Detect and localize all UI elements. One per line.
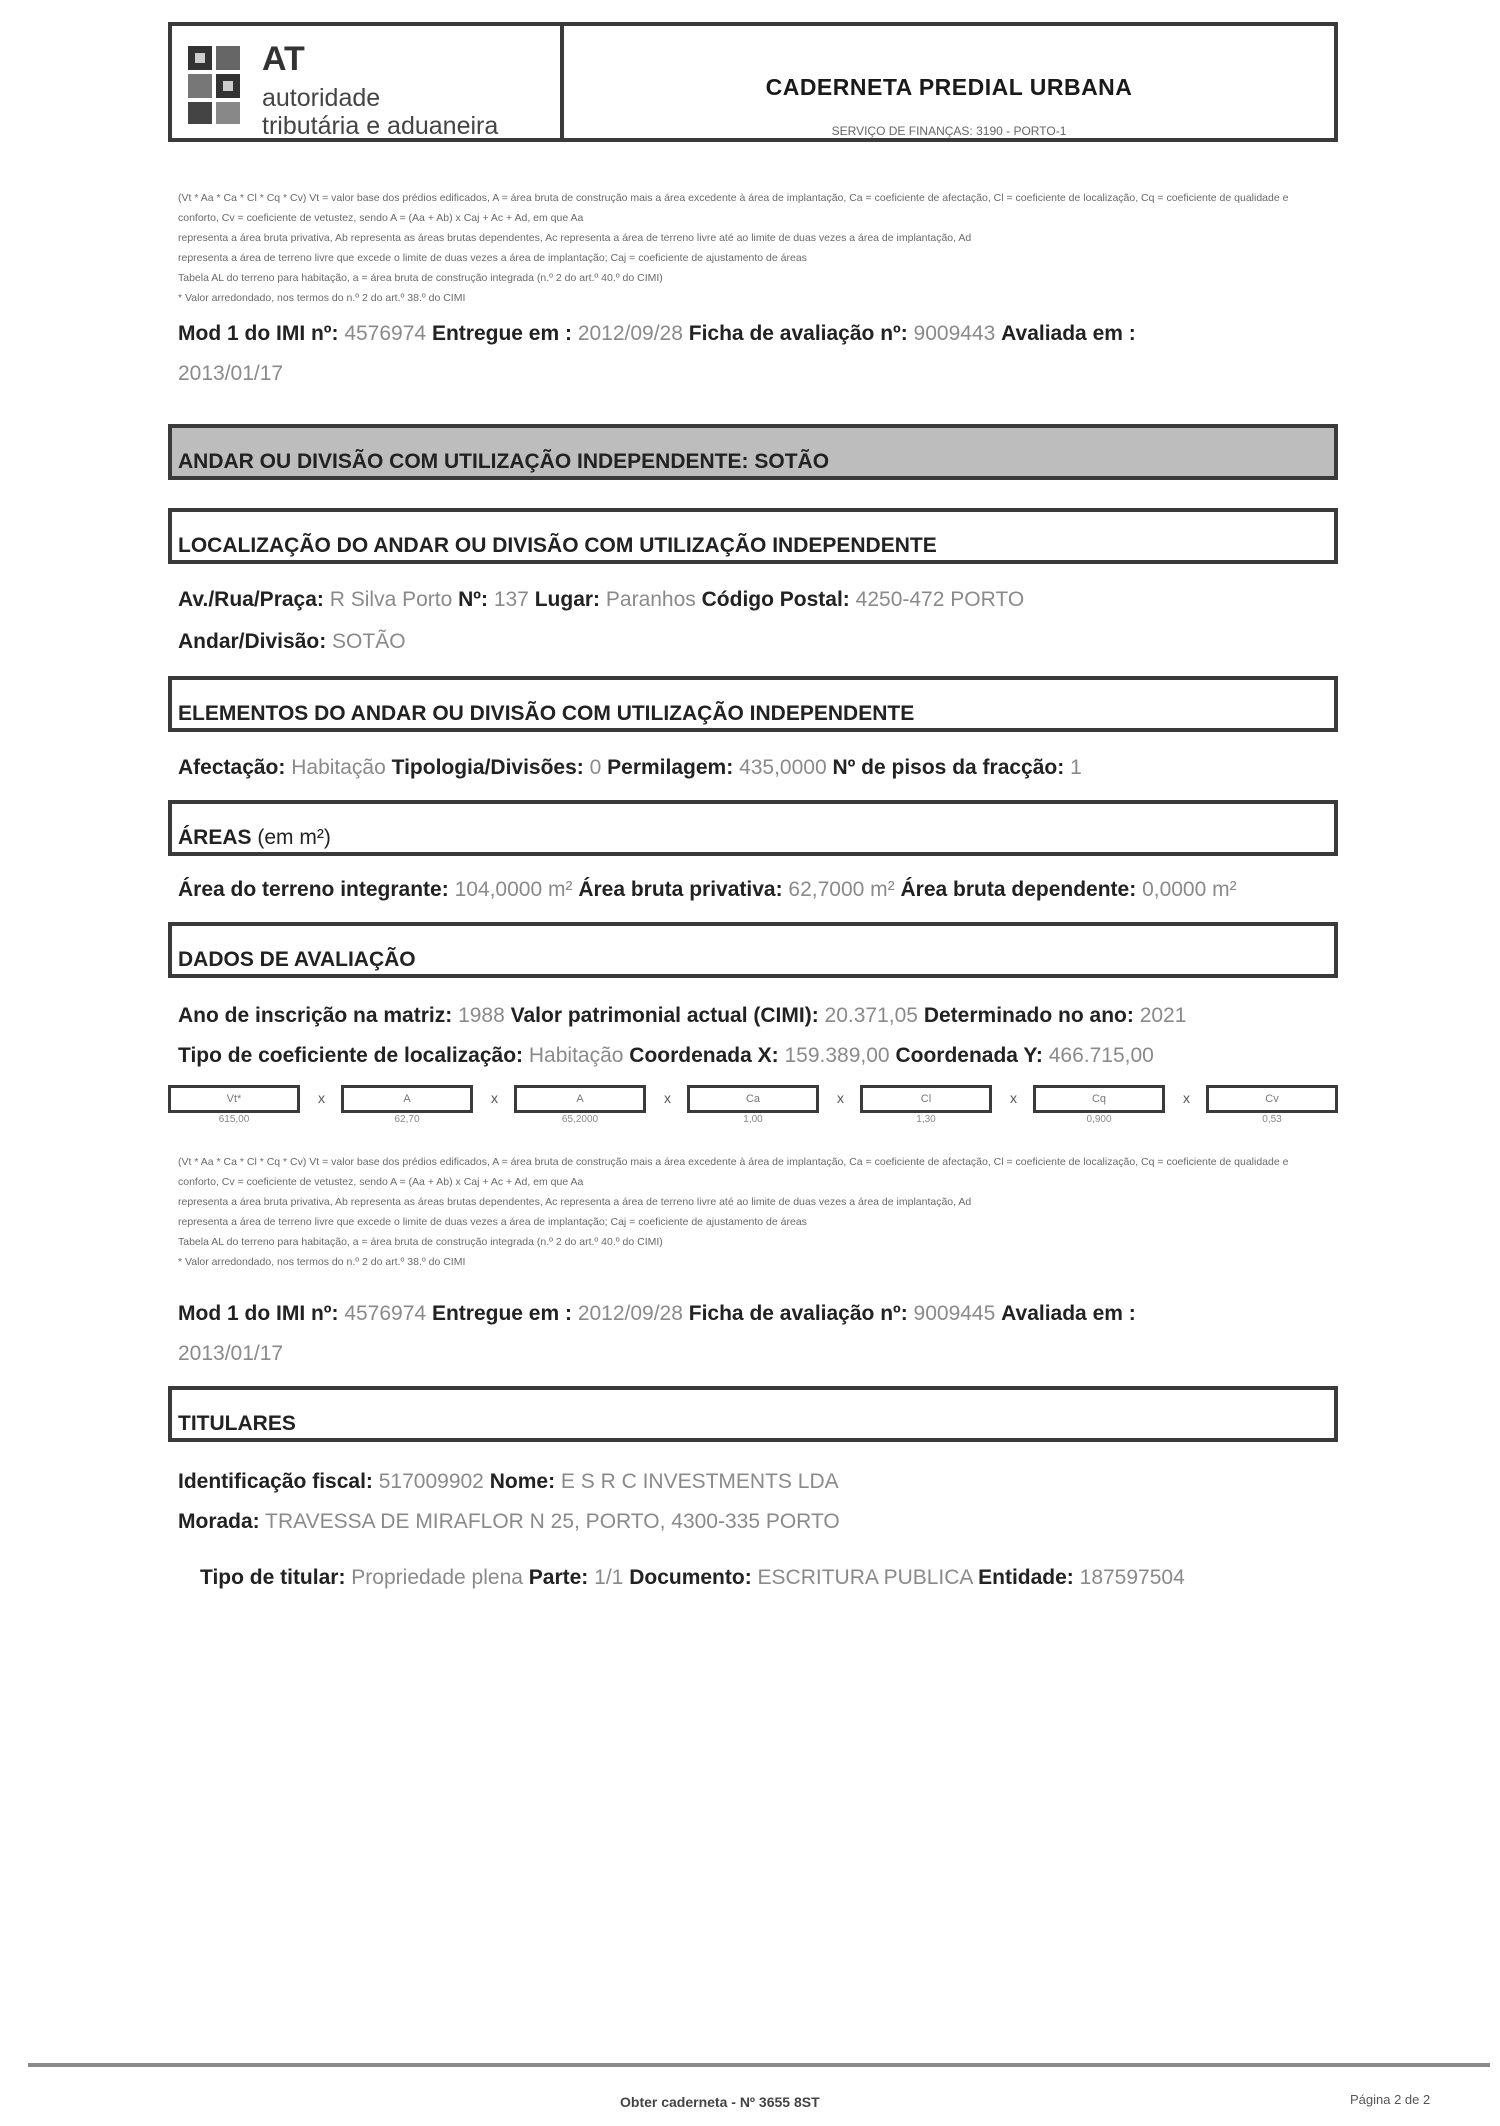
document-header	[168, 22, 1338, 142]
at-logo	[172, 26, 564, 138]
label: Ficha de avaliação nº:	[688, 322, 908, 345]
value: Habitação	[291, 756, 386, 779]
document-subtitle: SERVIÇO DE FINANÇAS: 3190 - PORTO-1	[831, 124, 1067, 138]
label: Documento:	[629, 1566, 752, 1589]
mod1-line-b	[178, 1302, 1136, 1326]
value: 137	[493, 588, 529, 611]
titulares-line-3	[200, 1566, 1185, 1590]
coef-cq	[1033, 1085, 1165, 1125]
titulares-line-2	[178, 1510, 840, 1534]
value: ESCRITURA PUBLICA	[757, 1566, 973, 1589]
label: Área do terreno integrante:	[178, 878, 449, 901]
mod1-line-a	[178, 322, 1136, 346]
label: Ano de inscrição na matriz:	[178, 1004, 453, 1027]
value: 466.715,00	[1048, 1044, 1154, 1067]
coef-operator: x	[1010, 1090, 1017, 1106]
label: Entidade:	[978, 1566, 1074, 1589]
at-emblem-icon	[186, 44, 244, 126]
localizacao-line-2	[178, 630, 406, 654]
coef-value: 615,00	[218, 1114, 250, 1125]
label: Lugar:	[534, 588, 601, 611]
coef-symbol: Ca	[687, 1085, 819, 1113]
label: Ficha de avaliação nº:	[688, 1302, 908, 1325]
label: Mod 1 do IMI nº:	[178, 1302, 339, 1325]
label: Av./Rua/Praça:	[178, 588, 324, 611]
logo-line-2: tributária e aduaneira	[262, 112, 499, 140]
section-titulares: TITULARES	[168, 1386, 1338, 1442]
label: Área bruta dependente:	[900, 878, 1137, 901]
footer-rule	[28, 2063, 1490, 2067]
label: Entregue em :	[431, 322, 572, 345]
titulares-line-1	[178, 1470, 839, 1494]
document-title: CADERNETA PREDIAL URBANA	[765, 74, 1133, 100]
logo-at-text: AT	[262, 40, 305, 78]
note-line: Tabela AL do terreno para habitação, a = área bruta de construção integrada (n.º 2 do art.º 40.º do CIMI)	[178, 1236, 663, 1248]
label: Tipo de titular:	[200, 1566, 346, 1589]
value: 0,0000 m²	[1142, 878, 1237, 901]
value: 1	[1070, 756, 1082, 779]
label: Afectação:	[178, 756, 286, 779]
areas-line	[178, 878, 1237, 902]
note-line: representa a área bruta privativa, Ab representa as áreas brutas dependentes, Ac representa a área de terreno livre até ao limite de duas vezes a área de implantação, Ad	[178, 1196, 972, 1208]
value: 187597504	[1079, 1566, 1185, 1589]
label: Coordenada Y:	[895, 1044, 1043, 1067]
avaliacao-line-2	[178, 1044, 1154, 1068]
value: 9009445	[913, 1302, 996, 1325]
value: Paranhos	[605, 588, 696, 611]
notes-block-2	[178, 1152, 1328, 1272]
coef-operator: x	[1183, 1090, 1190, 1106]
value: 9009443	[913, 322, 996, 345]
label: Identificação fiscal:	[178, 1470, 373, 1493]
label: Parte:	[528, 1566, 589, 1589]
title-box	[564, 26, 1334, 138]
coef-symbol: A	[514, 1085, 646, 1113]
section-elementos: ELEMENTOS DO ANDAR OU DIVISÃO COM UTILIZAÇÃO INDEPENDENTE	[168, 676, 1338, 732]
localizacao-line-1	[178, 588, 1024, 612]
page-number: Página 2 de 2	[1350, 2092, 1431, 2107]
label: Valor patrimonial actual (CIMI):	[510, 1004, 819, 1027]
coef-a2	[514, 1085, 646, 1125]
label: Nome:	[489, 1470, 556, 1493]
section-localizacao: LOCALIZAÇÃO DO ANDAR OU DIVISÃO COM UTILIZAÇÃO INDEPENDENTE	[168, 508, 1338, 564]
section-label: ÁREAS	[178, 826, 252, 849]
value: E S R C INVESTMENTS LDA	[560, 1470, 839, 1493]
label: Entregue em :	[431, 1302, 572, 1325]
value: 2021	[1139, 1004, 1187, 1027]
section-value: SOTÃO	[754, 450, 830, 473]
coef-cl	[860, 1085, 992, 1125]
coef-symbol: Cv	[1206, 1085, 1338, 1113]
coef-cv	[1206, 1085, 1338, 1125]
note-line: * Valor arredondado, nos termos do n.º 2 do art.º 38.º do CIMI	[178, 292, 466, 304]
coef-symbol: Cq	[1033, 1085, 1165, 1113]
label: Tipo de coeficiente de localização:	[178, 1044, 524, 1067]
value: TRAVESSA DE MIRAFLOR N 25, PORTO, 4300-335 PORTO	[265, 1510, 840, 1533]
note-line: representa a área de terreno livre que excede o limite de duas vezes a área de implantação; Caj = coeficiente de ajustamento de áreas	[178, 252, 807, 264]
value: 517009902	[378, 1470, 484, 1493]
coef-operator: x	[837, 1090, 844, 1106]
value: Habitação	[528, 1044, 624, 1067]
value: R Silva Porto	[329, 588, 453, 611]
label: Coordenada X:	[629, 1044, 779, 1067]
value: 1/1	[594, 1566, 624, 1589]
note-line: (Vt * Aa * Ca * Cl * Cq * Cv) Vt = valor base dos prédios edificados, A = área bruta de construção mais a área excedente à área de implantação, Ca = coeficiente de afectação, Cl = coeficiente de localização, Cq = coeficiente de qualidade e conforto, Cv = coeficiente de vetustez, sendo A = (Aa + Ab) x Caj + Ac + Ad, em que Aa	[178, 192, 1289, 224]
label: Determinado no ano:	[923, 1004, 1134, 1027]
value: 1988	[458, 1004, 505, 1027]
coef-a	[341, 1085, 473, 1125]
value: 0	[589, 756, 602, 779]
label: Permilagem:	[607, 756, 734, 779]
note-line: Tabela AL do terreno para habitação, a = área bruta de construção integrada (n.º 2 do art.º 40.º do CIMI)	[178, 272, 663, 284]
coef-symbol: Cl	[860, 1085, 992, 1113]
value: 62,7000 m²	[788, 878, 895, 901]
coef-operator: x	[318, 1090, 325, 1106]
value: Propriedade plena	[351, 1566, 523, 1589]
coef-symbol: A	[341, 1085, 473, 1113]
coef-value: 65,2000	[561, 1114, 599, 1125]
note-line: (Vt * Aa * Ca * Cl * Cq * Cv) Vt = valor base dos prédios edificados, A = área bruta de construção mais a área excedente à área de implantação, Ca = coeficiente de afectação, Cl = coeficiente de localização, Cq = coeficiente de qualidade e conforto, Cv = coeficiente de vetustez, sendo A = (Aa + Ab) x Caj + Ac + Ad, em que Aa	[178, 1156, 1289, 1188]
note-line: representa a área bruta privativa, Ab representa as áreas brutas dependentes, Ac representa a área de terreno livre até ao limite de duas vezes a área de implantação, Ad	[178, 232, 972, 244]
label: Nº de pisos da fracção:	[832, 756, 1065, 779]
value: SOTÃO	[332, 630, 406, 653]
avaliada-date-a	[178, 362, 283, 386]
value: 435,0000	[739, 756, 827, 779]
value: 4576974	[344, 1302, 427, 1325]
coef-vt	[168, 1085, 300, 1125]
note-line: * Valor arredondado, nos termos do n.º 2 do art.º 38.º do CIMI	[178, 1256, 466, 1268]
value: 20.371,05	[824, 1004, 918, 1027]
label: Código Postal:	[701, 588, 850, 611]
value: 4250-472 PORTO	[855, 588, 1025, 611]
coef-symbol: Vt*	[168, 1085, 300, 1113]
coef-operator: x	[491, 1090, 498, 1106]
coef-value: 0,53	[1262, 1114, 1282, 1125]
coef-value: 0,900	[1086, 1114, 1112, 1125]
footer-center-text: Obter caderneta - Nº 3655 8ST	[620, 2094, 820, 2110]
coef-value: 1,30	[916, 1114, 936, 1125]
avaliacao-line-1	[178, 1004, 1186, 1028]
coef-ca	[687, 1085, 819, 1125]
note-line: representa a área de terreno livre que excede o limite de duas vezes a área de implantação; Caj = coeficiente de ajustamento de áreas	[178, 1216, 807, 1228]
elementos-line	[178, 756, 1082, 780]
section-label: ANDAR OU DIVISÃO COM UTILIZAÇÃO INDEPENDENTE:	[178, 450, 749, 473]
section-andar	[168, 424, 1338, 480]
label: Avaliada em :	[1001, 322, 1136, 345]
label: Morada:	[178, 1510, 260, 1533]
notes-block-1	[178, 188, 1328, 308]
coef-value: 62,70	[394, 1114, 420, 1125]
value: 2012/09/28	[577, 322, 683, 345]
label: Andar/Divisão:	[178, 630, 327, 653]
section-areas	[168, 800, 1338, 856]
label: Área bruta privativa:	[578, 878, 783, 901]
section-unit: (em m²)	[257, 826, 331, 849]
value: 104,0000 m²	[454, 878, 573, 901]
value: 2013/01/17	[178, 1342, 284, 1365]
label: Nº:	[458, 588, 488, 611]
value: 2012/09/28	[577, 1302, 683, 1325]
logo-line-1: autoridade	[262, 84, 381, 112]
label: Mod 1 do IMI nº:	[178, 322, 339, 345]
value: 159.389,00	[784, 1044, 890, 1067]
coef-operator: x	[664, 1090, 671, 1106]
section-avaliacao: DADOS DE AVALIAÇÃO	[168, 922, 1338, 978]
label: Avaliada em :	[1001, 1302, 1136, 1325]
value: 2013/01/17	[178, 362, 284, 385]
value: 4576974	[344, 322, 427, 345]
avaliada-date-b	[178, 1342, 283, 1366]
coef-value: 1,00	[743, 1114, 763, 1125]
label: Tipologia/Divisões:	[391, 756, 584, 779]
